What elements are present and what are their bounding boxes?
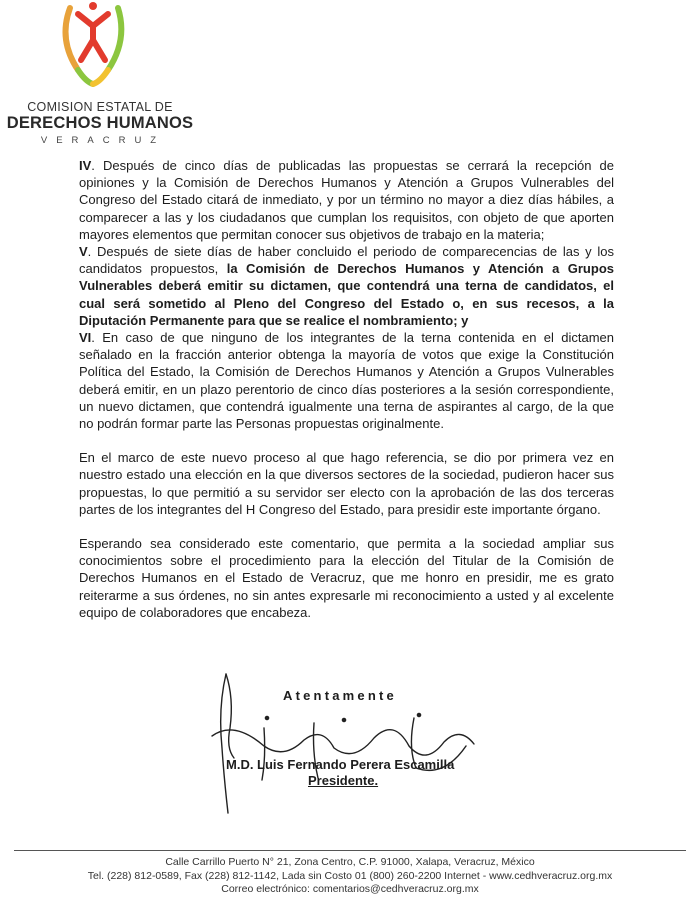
- cedh-logo: [48, 0, 138, 90]
- org-line-2: DERECHOS HUMANOS: [6, 114, 194, 132]
- footer-email: Correo electrónico: comentarios@cedhveracruz.org.mx: [221, 883, 479, 895]
- footer: [0, 856, 700, 897]
- fraction-label: IV: [79, 158, 92, 173]
- paragraph-closing: Esperando sea considerado este comentario, que permita a la sociedad ampliar sus conocimientos sobre el procedimiento para la elección del Titular de la Comisión de Derechos Humanos en el Estado de Veracruz, que me honro en presidir, me es grato reiterarme a sus órdenes, no sin antes expresarle mi reconocimiento a usted y al excelente equipo de colaboradores que encabeza.: [79, 536, 614, 620]
- org-line-1: COMISION ESTATAL DE: [27, 100, 173, 114]
- footer-divider: [14, 850, 686, 851]
- footer-phones: Tel. (228) 812-0589, Fax (228) 812-1142, Lada sin Costo 01 (800) 260-2200 Internet - www.cedhveracruz.org.mx: [87, 869, 613, 882]
- organization-name: [0, 100, 200, 146]
- paragraph-context: En el marco de este nuevo proceso al que hago referencia, se dio por primera vez en nuestro estado una elección en la que diversos sectores de la sociedad, pudieron hacer sus propuestas, lo que permitió a su servidor ser electo con la aprobación de las dos terceras partes de los integrantes del H Congreso del Estado, para presidir este importante órgano.: [79, 450, 614, 517]
- org-line-3: VERACRUZ: [40, 135, 166, 146]
- footer-address: Calle Carrillo Puerto N° 21, Zona Centro, C.P. 91000, Xalapa, Veracruz, México: [165, 856, 535, 868]
- paragraph-v: [79, 243, 614, 329]
- paragraph-text: . Después de cinco días de publicadas las propuestas se cerrará la recepción de opiniones y la Comisión de Derechos Humanos y Atención a Grupos Vulnerables del Congreso del Estado citará de inmediato, y por un término no mayor a diez días hábiles, a comparecer a las y los ciudadanos que cumplan los requisitos, con objeto de que aporten mayores elementos que permitan conocer sus objetivos de trabajo en la materia;: [79, 158, 614, 242]
- paragraph-bold-text: la Comisión de Derechos Humanos y Atención a Grupos Vulnerables deberá emitir su dictamen, que contendrá una terna de candidatos, el cual será sometido al Pleno del Congreso del Estado o, en sus recesos, a la Diputación Permanente para que se realice el nombramiento; y: [79, 261, 614, 328]
- paragraph-text: . Después de siete días de haber concluido el periodo de comparecencias de las y los candidatos propuestos,: [79, 244, 614, 277]
- paragraph-vi: [79, 329, 614, 432]
- paragraph-iv: [79, 157, 614, 243]
- letter-body: [79, 157, 614, 621]
- fraction-label: VI: [79, 330, 92, 346]
- handwritten-signature: [204, 668, 504, 818]
- signer-title: Presidente.: [308, 773, 379, 788]
- signer-name: M.D. Luis Fernando Perera Escamilla: [226, 757, 455, 772]
- salutation: Atentamente: [283, 688, 397, 703]
- fraction-label: V: [79, 244, 88, 260]
- paragraph-text: . En caso de que ninguno de los integrantes de la terna contenida en el dictamen señalado en la fracción anterior obtenga la mayoría de votos que exige la Constitución Política del Estado, la Comisión de Derechos Humanos y Atención a Grupos Vulnerables deberá emitir, en un plazo perentorio de cinco días posteriores a la sesión correspondiente, un nuevo dictamen, que contendrá igualmente una terna de aspirantes al cargo, de la que no podrán formar parte las Personas propuestas originalmente.: [79, 330, 614, 432]
